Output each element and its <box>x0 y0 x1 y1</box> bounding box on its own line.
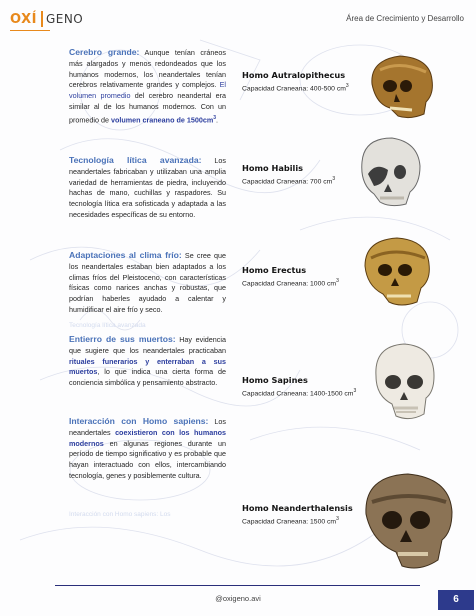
erectus-skull-image <box>355 232 437 310</box>
body-text: del cerebro neandertal era similar al de los humanos modernos. Con un promedio de <box>69 91 226 125</box>
paragraph-adaptaciones-clima <box>69 250 226 316</box>
body-text: Se cree que los neandertales estaban bien adaptados a los climas fríos del Pleistoceno, con características físicas como narices anchas y robustas, que podrían haberles ayudado a calentar y humidificar el aire frío y seco. <box>69 251 226 314</box>
species-capacity: Capacidad Craneana: 400-500 $cm^3$ <box>242 83 349 93</box>
ghost-text: Interacción con Homo sapiens: Los <box>69 511 171 518</box>
body-text: Los neandertales <box>69 417 226 437</box>
species-sapiens <box>242 375 356 397</box>
body-text: en algunas regiones durante un período de tiempo significativo y es probable que hayan interactuado con ellos, intercambiando tecnología, genes y posiblemente cultura. <box>69 438 226 480</box>
heading-tecnologia-litica: Tecnología lítica avanzada: <box>69 155 202 165</box>
logo-divider <box>41 11 43 27</box>
body-text: Aunque tenían cráneos más alargados y menos redondeados que los humanos modernos, los neandertales tenían cerebros relativamente grandes y complejos. <box>69 48 226 90</box>
ghost-text: Tecnología lítica avanzada <box>69 322 146 329</box>
species-name: Homo Sapines <box>242 375 308 385</box>
species-name: Homo Neanderthalensis <box>242 503 353 513</box>
logo-geno-text: GENO <box>45 12 84 26</box>
species-capacity: Capacidad Craneana: 1400-1500 $cm^3$ <box>242 388 357 398</box>
australopithecus-skull-image <box>360 50 440 122</box>
neanderthalensis-skull-image <box>358 468 458 576</box>
species-name: Homo Autralopithecus <box>242 70 346 80</box>
body-text: . <box>216 115 219 125</box>
body-text: Hay evidencia que sugiere que los neandertales practicaban <box>69 335 226 355</box>
logo-oxi-text: OXÍ <box>10 11 37 27</box>
species-capacity: Capacidad Craneana: 700 $cm^3$ <box>242 176 336 186</box>
emphasis-text: coexistieron con los humanos modernos <box>69 427 226 448</box>
species-habilis <box>242 163 335 185</box>
paragraph-entierro-muertos <box>69 334 226 389</box>
species-name: Homo Habilis <box>242 163 304 173</box>
logo-underline <box>10 30 50 31</box>
page-number: 6 <box>438 590 474 610</box>
species-australopithecus <box>242 70 349 92</box>
oxigeno-logo <box>10 10 83 28</box>
sapiens-skull-image <box>366 340 442 424</box>
emphasis-text: rituales funerarios y enterraban a sus muertos <box>69 356 226 377</box>
heading-cerebro-grande: Cerebro grande: <box>69 47 140 57</box>
footer-social-handle: @oxigeno.avi <box>215 594 261 603</box>
emphasis-volume: volumen craneano de 1500cm <box>110 115 214 125</box>
paragraph-tecnologia-litica <box>69 155 226 221</box>
heading-interaccion-sapiens: Interacción con Homo sapiens: <box>69 416 209 426</box>
body-text: Los neandertales fabricaban y utilizaban una amplia variedad de herramientas de piedra, incluyendo hachas de mano, cuchillas y raspadores. Su tecnología lítica era sofisticada y adaptada a las necesidades específicas de su entorno. <box>69 156 226 219</box>
paragraph-cerebro-grande <box>69 47 226 126</box>
header-area-title: Área de Crecimiento y Desarrollo <box>346 14 464 23</box>
species-capacity: Capacidad Craneana: 1000 $cm^3$ <box>242 278 339 288</box>
superscript: 3 <box>213 114 217 121</box>
species-neanderthalensis <box>242 503 353 525</box>
heading-entierro-muertos: Entierro de sus muertos: <box>69 334 176 344</box>
species-name: Homo Erectus <box>242 265 307 275</box>
species-erectus <box>242 265 339 287</box>
habilis-skull-image <box>346 132 428 210</box>
body-text: , lo que indica una cierta forma de conciencia simbólica y pensamiento abstracto. <box>69 367 226 388</box>
paragraph-interaccion-sapiens <box>69 416 226 482</box>
emphasis-text: El volumen promedio <box>69 80 226 101</box>
species-capacity: Capacidad Craneana: 1500 $cm^3$ <box>242 516 339 526</box>
footer-divider <box>55 585 420 586</box>
heading-adaptaciones-clima: Adaptaciones al clima frío: <box>69 250 182 260</box>
